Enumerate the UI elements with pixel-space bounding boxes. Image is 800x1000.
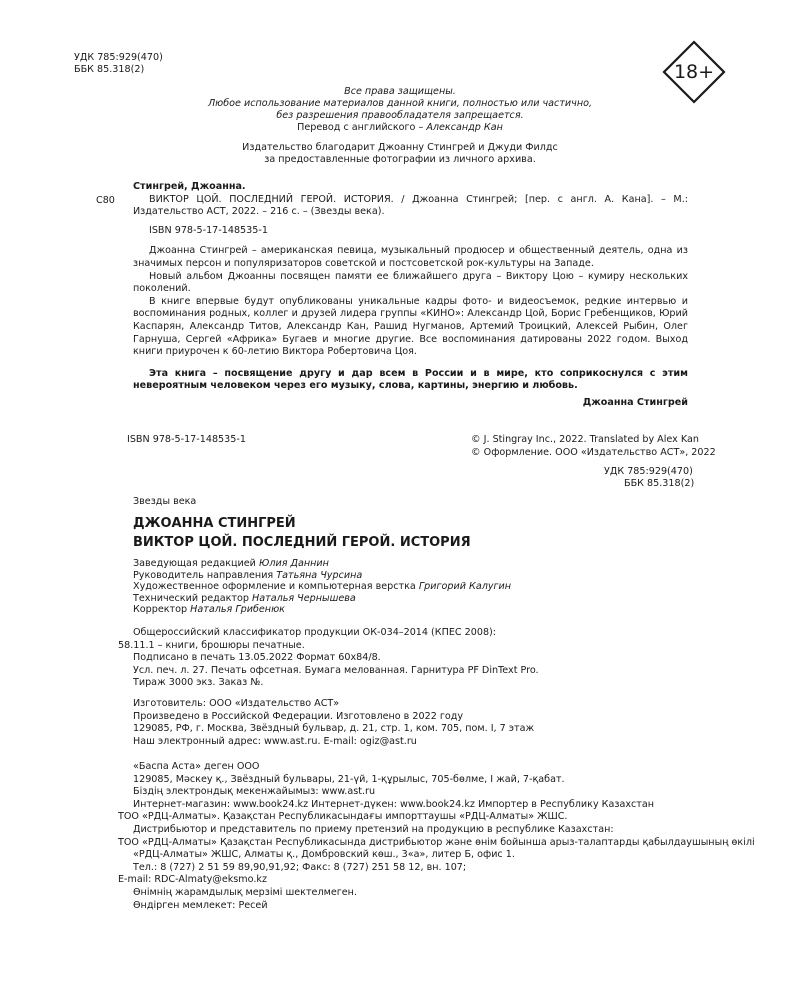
kz-line-3: Біздің электрондық мекенжайымыз: www.ast.ru xyxy=(133,786,376,798)
bbk-code: ББК 85.318(2) xyxy=(74,63,145,75)
rights-block xyxy=(0,86,800,166)
credit-name: Григорий Калугин xyxy=(418,581,512,593)
dedication: Эта книга – посвящение другу и дар всем в России и в мире, кто соприкоснулся с этим невероятным человеком через его музыку, слова, картины, энергию и любовь. xyxy=(133,367,688,392)
manufacturer-block xyxy=(118,698,718,748)
isbn-footer: ISBN 978-5-17-148535-1 xyxy=(127,434,246,445)
kz-line-10: E-mail: RDC-Almaty@eksmo.kz xyxy=(118,874,267,886)
credits-block xyxy=(133,558,511,616)
kz-line-2: 129085, Мәскеу қ., Звёздный бульвары, 21-үй, 1-құрылыс, 705-бөлме, I жай, 7-қабат. xyxy=(133,773,565,785)
annotation-paragraph-1: Джоанна Стингрей – американская певица, музыкальный продюсер и общественный деятель, одна из значимых персон и популяризаторов советской и постсоветской рок-культуры на Западе. xyxy=(133,245,688,269)
credit-line xyxy=(133,558,511,570)
kz-line-9: Тел.: 8 (727) 2 51 59 89,90,91,92; Факс: 8 (727) 251 58 12, вн. 107; xyxy=(133,861,467,873)
bbk-right-code: ББК 85.318(2) xyxy=(624,477,695,489)
classifier-line-4: Усл. печ. л. 27. Печать офсетная. Бумага мелованная. Гарнитура PF DinText Pro. xyxy=(133,664,539,676)
copyright-line-2: © Оформление. ООО «Издательство АСТ», 2022 xyxy=(471,446,716,458)
maker-line-1: Изготовитель: ООО «Издательство АСТ» xyxy=(133,698,340,709)
credit-name: Татьяна Чурсина xyxy=(276,569,363,581)
classifier-line-1: Общероссийский классификатор продукции ОК-034–2014 (КПЕС 2008): xyxy=(133,627,497,638)
credit-line xyxy=(133,581,511,593)
thanks-line-1: Издательство благодарит Джоанну Стингрей и Джуди Филдс xyxy=(242,142,558,153)
classifier-block xyxy=(118,627,718,690)
bibliographic-block xyxy=(133,181,688,410)
kz-line-12: Өндірген мемлекет: Ресей xyxy=(133,899,268,911)
credit-name: Юлия Даннин xyxy=(258,558,329,569)
annotation-paragraph-2: Новый альбом Джоанны посвящен памяти ее ближайшего друга – Виктору Цою – кумиру нескольких поколений. xyxy=(133,270,688,295)
kz-line-4: Интернет-магазин: www.book24.kz Интернет-дүкен: www.book24.kz Импортер в Республику Казахстан xyxy=(133,798,655,810)
kz-line-7: ТОО «РДЦ-Алматы» Қазақстан Республикасында дистрибьютор және өнім бойынша арыз-талаптарды қабылдаушының өкілі xyxy=(118,836,755,848)
udk-code: УДК 785:929(470) xyxy=(74,52,163,63)
kz-line-6: Дистрибьютор и представитель по приему претензий на продукцию в республике Казахстан: xyxy=(133,823,614,835)
kazakhstan-block xyxy=(118,761,755,912)
classifier-line-3: Подписано в печать 13.05.2022 Формат 60х84/8. xyxy=(133,652,381,664)
credit-role: Руководитель направления xyxy=(133,569,277,581)
classification-code: С80 xyxy=(96,195,115,206)
credit-line xyxy=(133,593,511,605)
udk-right-code: УДК 785:929(470) xyxy=(604,466,693,477)
translation-line xyxy=(0,122,800,134)
translator-name: Александр Кан xyxy=(426,122,503,133)
credit-line xyxy=(133,570,511,582)
copyright-block xyxy=(471,434,716,459)
annotation-paragraph-3: В книге впервые будут опубликованы уникальные кадры фото- и видеосъемок, редкие интервью и воспоминания родных, коллег и друзей лидера группы «КИНО»: Александр Цой, Борис Гребенщиков, Юрий Каспарян, Александр Титов, Александр Кан, Рашид Нугманов, Артемий Троицкий, Алексей Рыбин, Олег Гарнуша, Сергей «Африка» Бугаев и многие другие. Все воспоминания датированы 2022 годом. Выход книги приурочен к 60-летию Виктора Робертовича Цоя. xyxy=(133,295,688,358)
maker-line-4: Наш электронный адрес: www.ast.ru. E-mail: ogiz@ast.ru xyxy=(133,735,417,747)
age-rating-text: 18+ xyxy=(673,61,715,83)
biblio-isbn: ISBN 978-5-17-148535-1 xyxy=(149,224,268,236)
credit-name: Наталья Грибенюк xyxy=(190,604,285,616)
translation-prefix: Перевод с английского – xyxy=(297,122,427,133)
top-udk-block xyxy=(74,52,163,75)
rights-line-2: Любое использование материалов данной книги, полностью или частично, xyxy=(207,98,593,109)
rights-line-1: Все права защищены. xyxy=(344,86,456,97)
biblio-description: ВИКТОР ЦОЙ. ПОСЛЕДНИЙ ГЕРОЙ. ИСТОРИЯ. / Джоанна Стингрей; [пер. с англ. А. Кана]. – М.: Издательство АСТ, 2022. – 216 с. – (Звезды века). xyxy=(133,193,688,218)
kz-line-8: «РДЦ-Алматы» ЖШС, Алматы қ., Домбровский көш., 3«а», литер Б, офис 1. xyxy=(133,849,515,861)
maker-line-2: Произведено в Российской Федерации. Изготовлено в 2022 году xyxy=(133,710,464,722)
classifier-line-5: Тираж 3000 экз. Заказ №. xyxy=(133,677,264,689)
dedication-signature: Джоанна Стингрей xyxy=(582,396,688,408)
credit-role: Корректор xyxy=(133,604,191,616)
rights-line-3: без разрешения правообладателя запрещается. xyxy=(276,110,524,121)
kz-line-1: «Баспа Аста» деген ООО xyxy=(133,761,260,772)
credit-role: Заведующая редакцией xyxy=(133,558,259,569)
kz-line-11: Өнімнің жарамдылық мерзімі шектелмеген. xyxy=(133,886,357,898)
series-name: Звезды века xyxy=(133,496,197,507)
title-book: ВИКТОР ЦОЙ. ПОСЛЕДНИЙ ГЕРОЙ. ИСТОРИЯ xyxy=(133,535,471,550)
copyright-line-1: © J. Stingray Inc., 2022. Translated by Alex Kan xyxy=(471,434,699,445)
thanks-line-2: за предоставленные фотографии из личного архива. xyxy=(264,154,536,165)
credit-line xyxy=(133,604,511,616)
credit-name: Наталья Чернышева xyxy=(252,592,356,604)
kz-line-5: ТОО «РДЦ-Алматы». Қазақстан Республикасындағы импорттаушы «РДЦ-Алматы» ЖШС. xyxy=(118,811,568,823)
classifier-line-2: 58.11.1 – книги, брошюры печатные. xyxy=(118,639,305,651)
udk-right-block xyxy=(604,466,694,489)
title-author: ДЖОАННА СТИНГРЕЙ xyxy=(133,516,296,531)
maker-line-3: 129085, РФ, г. Москва, Звёздный бульвар, д. 21, стр. 1, ком. 705, пом. I, 7 этаж xyxy=(133,723,535,735)
biblio-author: Стингрей, Джоанна. xyxy=(133,181,246,192)
credit-role: Технический редактор xyxy=(133,592,253,604)
credit-role: Художественное оформление и компьютерная верстка xyxy=(133,581,419,593)
book-title-block xyxy=(133,514,471,552)
